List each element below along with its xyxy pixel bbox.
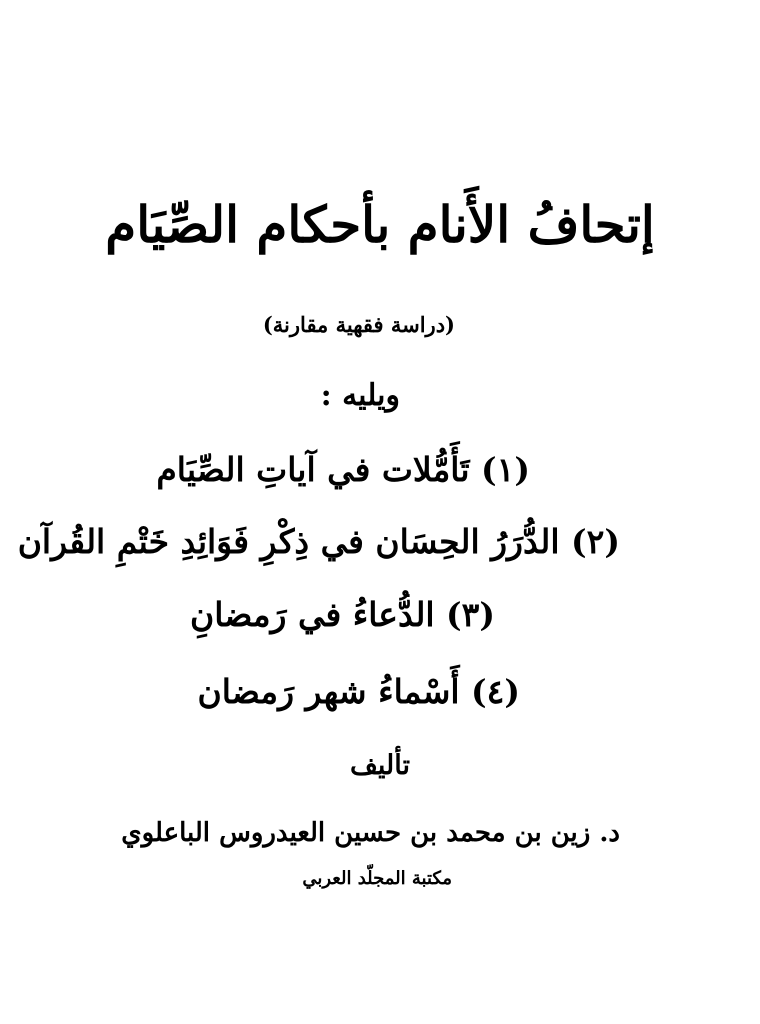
appended-work-2: (٢) الدُّرَرُ الحِسَان في ذِكْرِ فَوَائِدِ خَتْمِ القُرآن bbox=[17, 522, 620, 561]
author-name: د. زين بن محمد بن حسين العيدروس الباعلوي bbox=[121, 818, 620, 848]
appended-work-3: (٣) الدُّعاءُ في رَمضانِ bbox=[189, 595, 495, 634]
publisher-name: مكتبة المجلّد العربي bbox=[302, 868, 452, 889]
followed-by-label: ويليه : bbox=[320, 378, 400, 413]
authored-by-label: تأليف bbox=[349, 750, 411, 781]
appended-work-1: (١) تَأَمُّلات في آياتِ الصِّيَام bbox=[156, 450, 530, 489]
book-title: إتحافُ الأَنام بأحكام الصِّيَام bbox=[105, 195, 655, 254]
book-subtitle: (دراسة فقهية مقارنة) bbox=[262, 312, 455, 337]
appended-work-4: (٤) أَسْماءُ شهر رَمضان bbox=[197, 672, 520, 711]
